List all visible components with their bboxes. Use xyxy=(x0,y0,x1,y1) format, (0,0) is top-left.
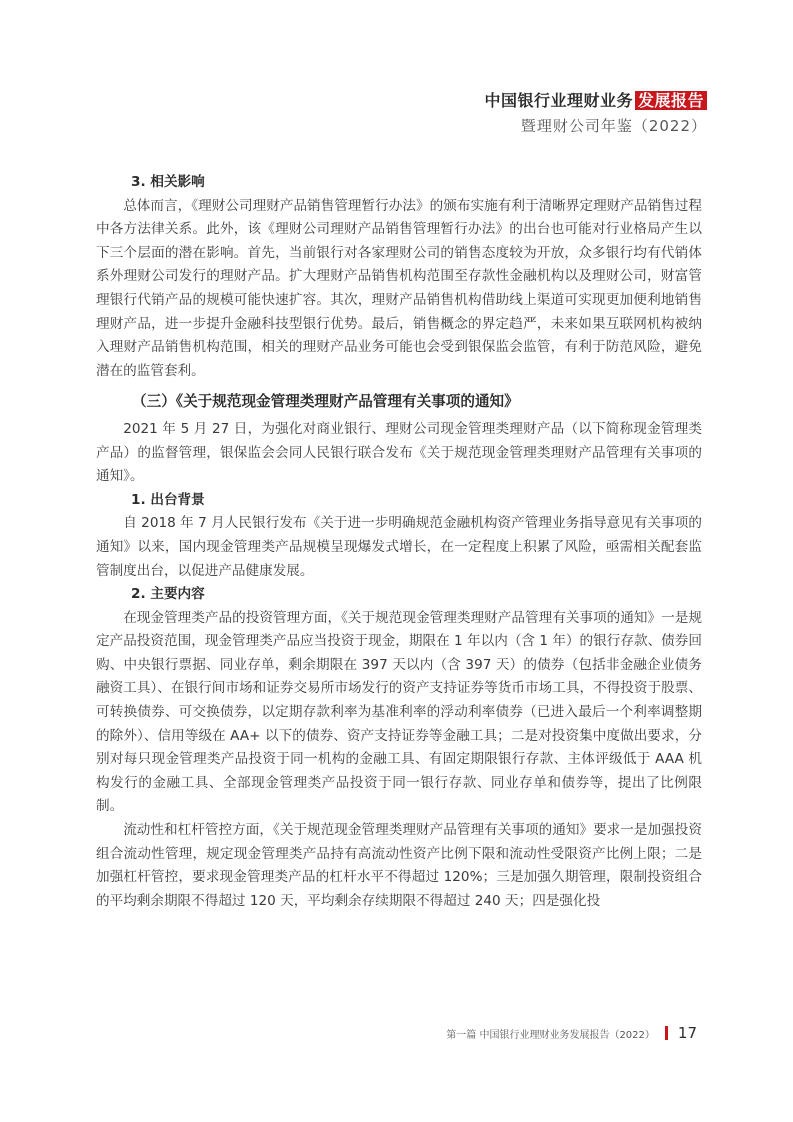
paragraph-liquidity-leverage: 流动性和杠杆管控方面，《关于规范现金管理类理财产品管理有关事项的通知》要求一是加强投资组合流动性管理，规定现金管理类产品持有高流动性资产比例下限和流动性受限资产比例上限；二是加强杠杆管控，要求现金管理类产品的杠杆水平不得超过 120%；三是加强久期管理，限制投资组合的平均剩余期限不得超过 120 天，平均剩余存续期限不得超过 240 天；四是强化投 xyxy=(96,822,702,909)
paragraph-notice-intro: 2021 年 5 月 27 日，为强化对商业银行、理财公司现金管理类理财产品（以下简称现金管理类产品）的监督管理，银保监会会同人民银行联合发布《关于规范现金管理类理财产品管理有关事项的通知》。 xyxy=(96,420,702,485)
footer-divider xyxy=(665,1026,668,1040)
heading-background: 1. 出台背景 xyxy=(131,491,205,508)
report-header xyxy=(484,88,707,136)
page-footer xyxy=(446,1024,697,1042)
paragraph-impact: 总体而言，《理财公司理财产品销售管理暂行办法》的颁布实施有利于清晰界定理财产品销售过程中各方法律关系。此外，该《理财公司理财产品销售管理暂行办法》的出台也可能对行业格局产生以下三个层面的潜在影响。首先，当前银行对各家理财公司的销售态度较为开放，众多银行均有代销体系外理财公司发行的理财产品。扩大理财产品销售机构范围至存款性金融机构以及理财公司，财富管理银行代销产品的规模可能快速扩容。其次，理财产品销售机构借助线上渠道可实现更加便利地销售理财产品，进一步提升金融科技型银行优势。最后，销售概念的界定趋严，未来如果互联网机构被纳入理财产品销售机构范围，相关的理财产品业务可能也会受到银保监会监管，有利于防范风险，避免潜在的监管套利。 xyxy=(96,197,702,379)
heading-impact: 3. 相关影响 xyxy=(131,174,205,190)
report-subtitle: 暨理财公司年鉴（2022） xyxy=(520,117,707,135)
footer-text: 第一篇 中国银行业理财业务发展报告（2022） xyxy=(446,1029,655,1041)
heading-main-content: 2. 主要内容 xyxy=(131,586,205,603)
paragraph-background: 自 2018 年 7 月人民银行发布《关于进一步明确规范金融机构资产管理业务指导意见有关事项的通知》以来，国内现金管理类产品规模呈现爆发式增长，在一定程度上积累了风险，亟需相关配套监管制度出台，以促进产品健康发展。 xyxy=(96,515,702,579)
report-title-highlight: 发展报告 xyxy=(635,91,707,110)
page-body xyxy=(96,171,702,913)
report-title-main: 中国银行业理财业务 xyxy=(484,91,633,110)
page-number: 17 xyxy=(677,1024,697,1042)
heading-cash-management-notice: （三）《关于规范现金管理类理财产品管理有关事项的通知》 xyxy=(132,393,519,411)
report-title xyxy=(484,88,707,111)
paragraph-investment-management: 在现金管理类产品的投资管理方面，《关于规范现金管理类理财产品管理有关事项的通知》一是规定产品投资范围，现金管理类产品应当投资于现金，期限在 1 年以内（含 1 年）的银行存款、债券回购、中央银行票据、同业存单，剩余期限在 397 天以内（含 397 天）的债券（包括非金融企业债务融资工具）、在银行间市场和证券交易所市场发行的资产支持证券等货币市场工具，不得投资于股票、可转换债券、可交换债券，以定期存款利率为基准利率的浮动利率债券（已进入最后一个利率调整期的除外）、信用等级在 AA+ 以下的债券、资产支持证券等金融工具；二是对投资集中度做出要求，分别对每只现金管理类产品投资于同一机构的金融工具、有固定期限银行存款、主体评级低于 AAA 机构发行的金融工具、全部现金管理类产品投资于同一银行存款、同业存单和债券等，提出了比例限制。 xyxy=(96,609,702,815)
